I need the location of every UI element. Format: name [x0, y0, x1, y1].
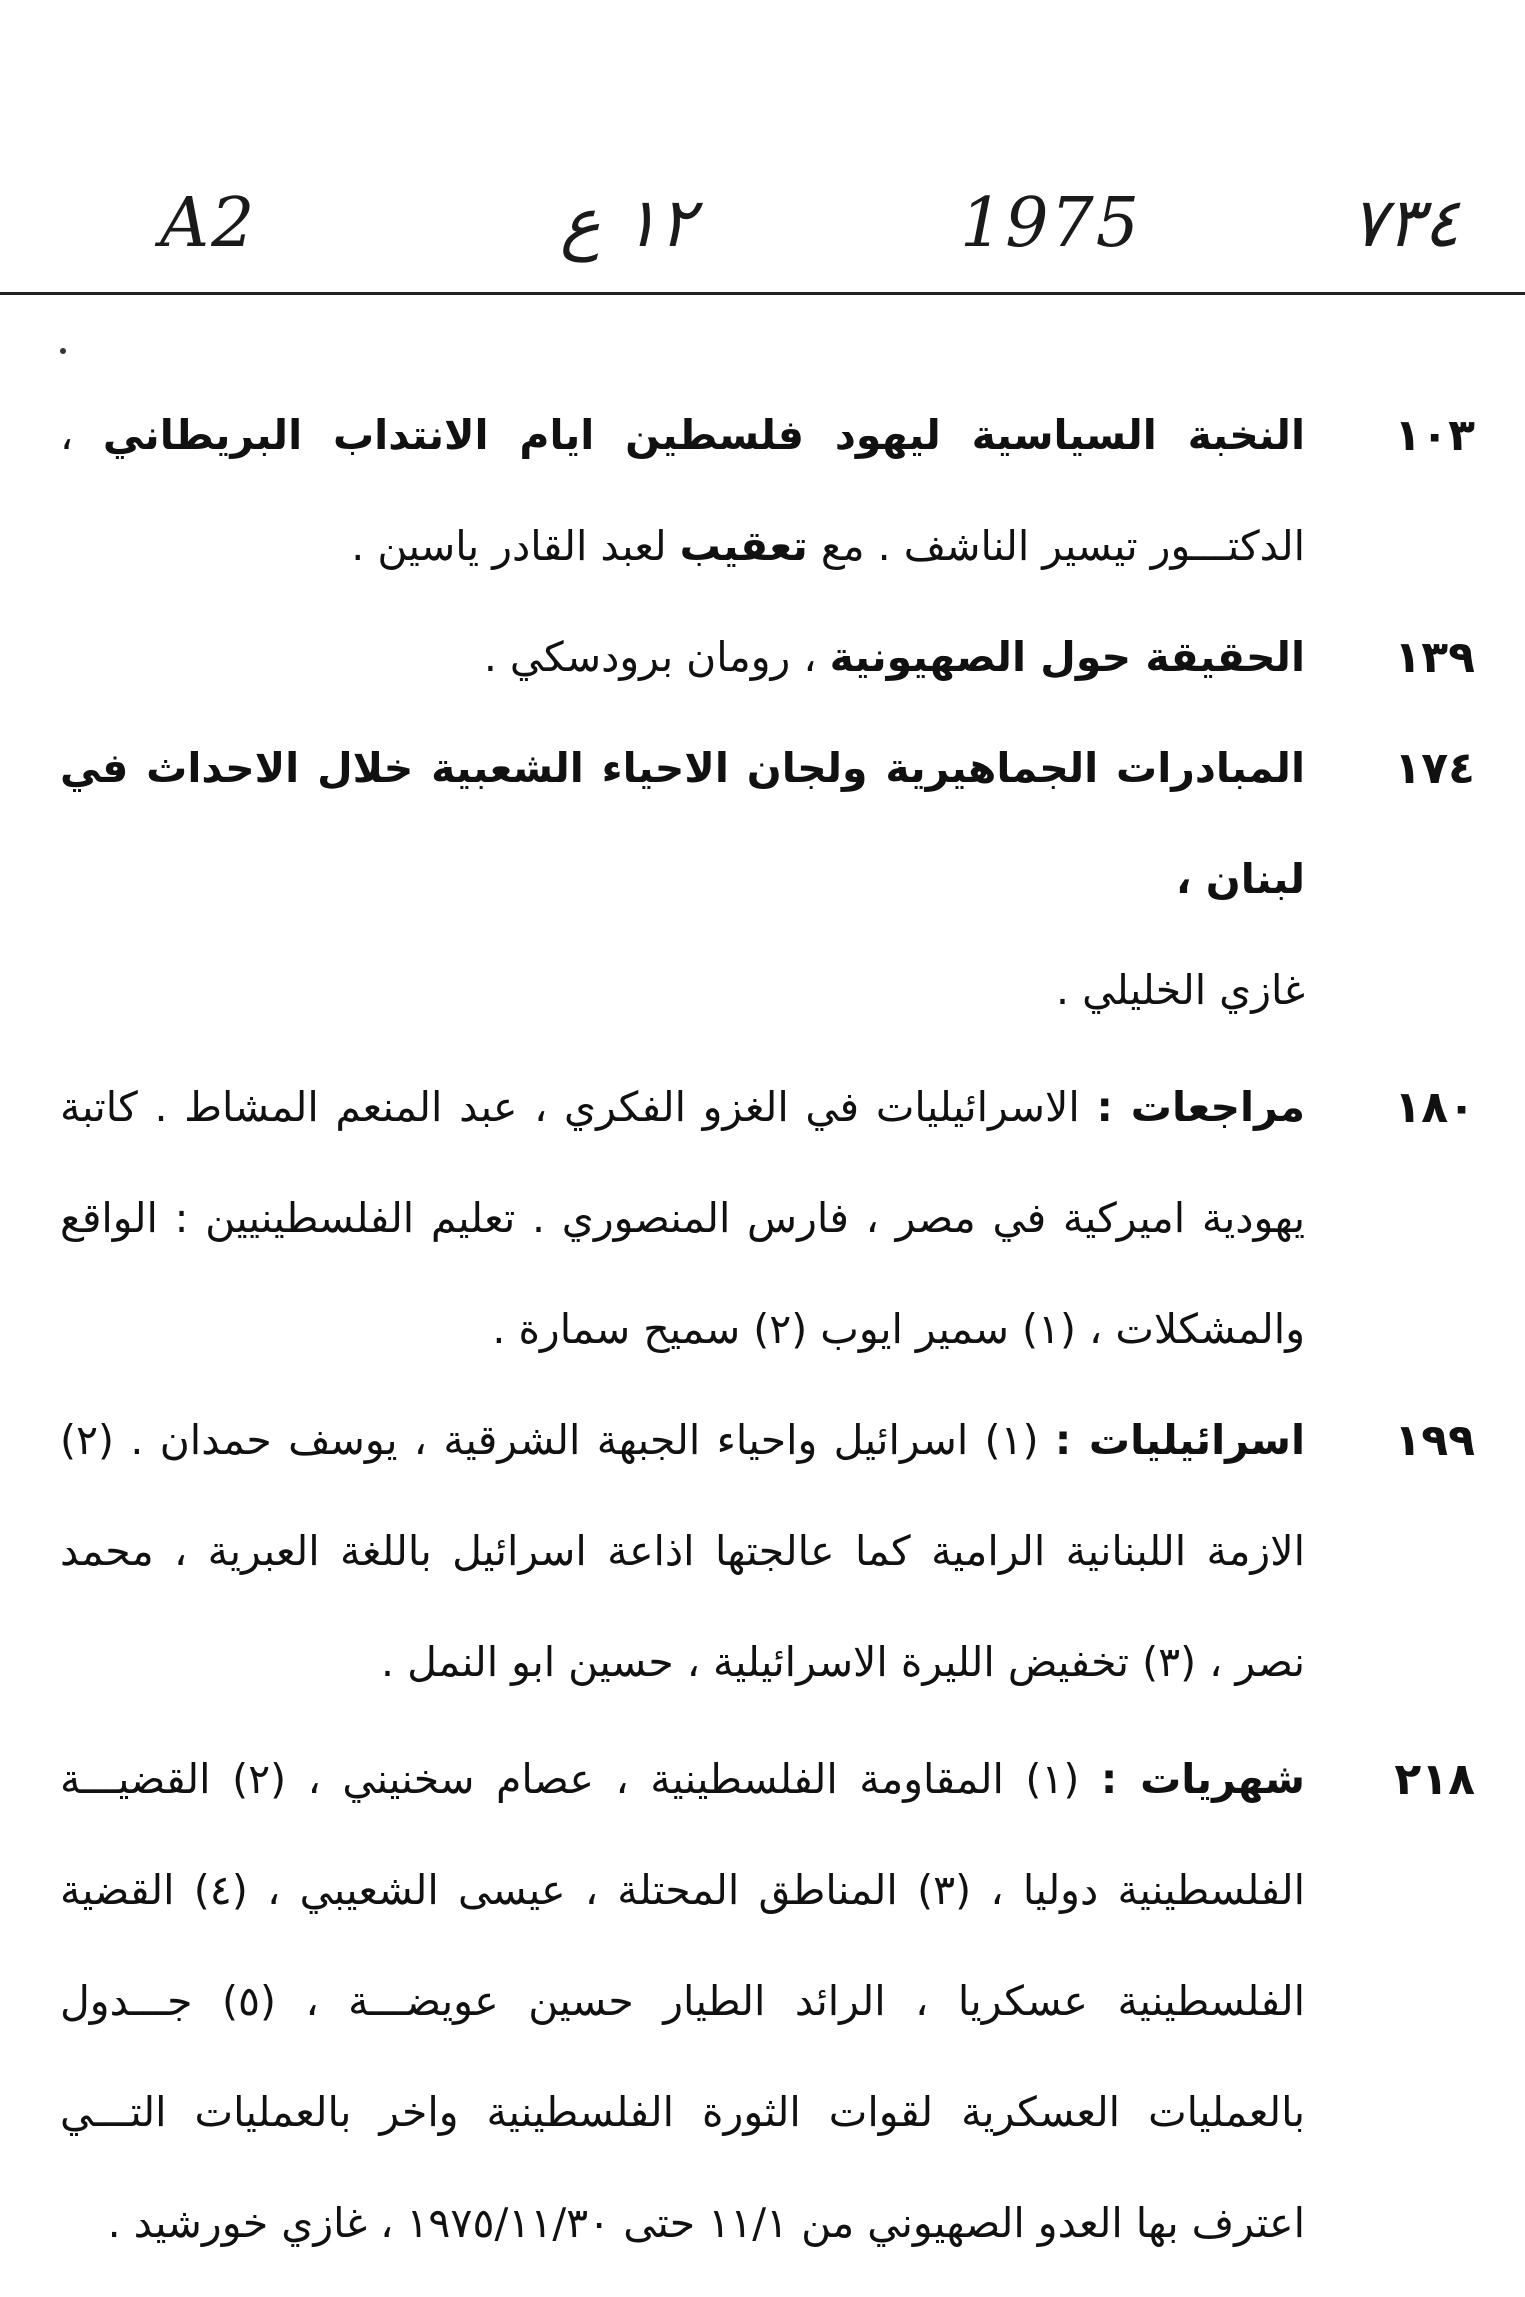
contents-list — [60, 380, 1475, 2279]
entry-text — [60, 1724, 1305, 2279]
entry-body: الاسرائيليات في الغزو الفكري ، عبد المنعم المشاط . كاتبة يهودية اميركية في مصر ، فارس المنصوري . تعليم الفلسطينيين : الواقع والمشكلات ، (١) سمير ايوب (٢) سميح سمارة . — [60, 1083, 1305, 1353]
header-rule — [0, 292, 1525, 295]
handwritten-code: A2 — [160, 184, 257, 263]
list-item — [60, 1724, 1475, 2279]
entry-title: المبادرات الجماهيرية ولجان الاحياء الشعبية خلال الاحداث في لبنان ، — [60, 744, 1305, 903]
page-number: ١٨٠ — [1394, 1082, 1475, 1133]
list-item — [60, 1052, 1475, 1385]
list-item — [60, 713, 1475, 1046]
entry-text — [60, 602, 1305, 713]
list-item — [60, 602, 1475, 713]
entry-body: ، رومان برودسكي . — [483, 633, 830, 681]
handwritten-year: 1975 — [960, 184, 1142, 263]
list-item — [60, 1385, 1475, 1718]
page-number: ١٧٤ — [1394, 743, 1475, 794]
entry-title: اسرائيليات : — [1054, 1416, 1305, 1464]
entry-text — [60, 380, 1305, 602]
entry-text — [60, 713, 1305, 1046]
handwritten-reference: ٧٣٤ — [1350, 184, 1460, 263]
entry-title: مراجعات : — [1096, 1083, 1305, 1131]
entry-body: غازي الخليلي . — [1056, 966, 1305, 1014]
page-number: ١٩٩ — [1394, 1415, 1475, 1466]
entry-text — [60, 1385, 1305, 1718]
page-number: ١٣٩ — [1394, 632, 1475, 683]
entry-body: لعبد القادر ياسين . — [351, 522, 680, 570]
entry-bold-note: تعقيب — [679, 522, 808, 570]
entry-text — [60, 1052, 1305, 1385]
stray-mark — [60, 348, 66, 354]
list-item — [60, 380, 1475, 602]
entry-body: ، الدكتـــور تيسير الناشف . مع — [60, 411, 1305, 570]
page-number: ٢١٨ — [1394, 1754, 1475, 1805]
entry-title: النخبة السياسية ليهود فلسطين ايام الانتداب البريطاني — [102, 411, 1306, 459]
entry-title: شهريات : — [1100, 1755, 1305, 1803]
entry-body: (١) المقاومة الفلسطينية ، عصام سخنيني ، (٢) القضيـــة الفلسطينية دوليا ، (٣) المناطق المحتلة ، عيسى الشعيبي ، (٤) القضية الفلسطينية عسكريا ، الرائد الطيار حسين عويضـــة ، (٥) جـــدول بالعمليات العسكرية لقوات الثورة الفلسطينية واخر بالعمليات التـــي اعترف بها العدو الصهيوني من ١١/١ حتى ١٩٧٥/١١/٣٠ ، غازي خورشيد . — [60, 1755, 1306, 2247]
page-number: ١٠٣ — [1394, 410, 1475, 461]
entry-title: الحقيقة حول الصهيونية — [829, 633, 1305, 681]
entry-body: (١) اسرائيل واحياء الجبهة الشرقية ، يوسف حمدان . (٢) الازمة اللبنانية الرامية كما عالجتها اذاعة اسرائيل باللغة العبرية ، محمد نصر ، (٣) تخفيض الليرة الاسرائيلية ، حسين ابو النمل . — [60, 1416, 1305, 1686]
handwritten-issue: ١٢ ع — [560, 184, 696, 263]
